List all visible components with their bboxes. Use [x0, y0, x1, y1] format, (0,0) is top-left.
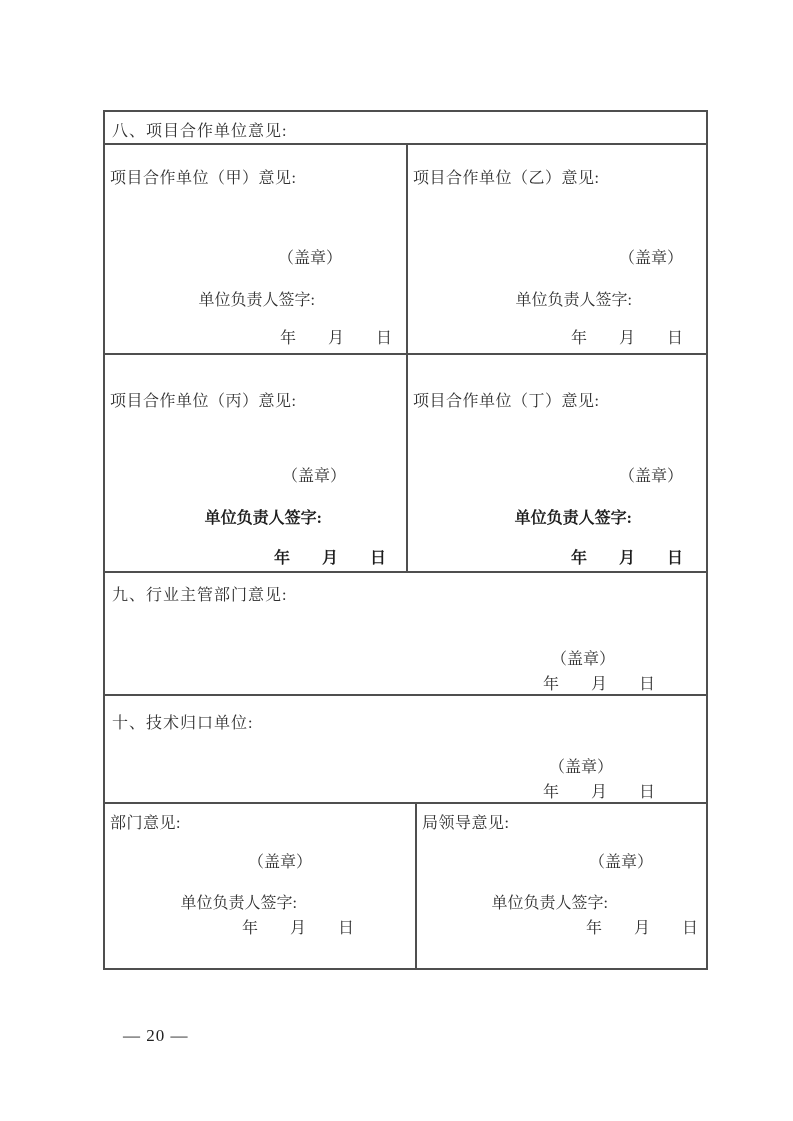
bureau-signature-block	[417, 852, 706, 940]
section-8-title: 八、项目合作单位意见:	[112, 123, 288, 140]
seal-line: （盖章）	[277, 250, 342, 267]
date-line: 年 月 日	[273, 550, 386, 567]
date-line: 年 月 日	[279, 330, 392, 347]
unit-b-opinion-cell	[408, 145, 706, 353]
department-opinion-label: 部门意见:	[110, 815, 181, 832]
section-10-signature-block	[105, 757, 706, 804]
date-line: 年 月 日	[542, 676, 655, 693]
seal-line: （盖章）	[281, 468, 346, 485]
unit-d-signature-block	[408, 466, 706, 570]
unit-d-opinion-label: 项目合作单位（丁）意见:	[413, 393, 600, 410]
responsible-signature-line: 单位负责人签字:	[491, 895, 608, 912]
date-line: 年 月 日	[570, 550, 683, 567]
bureau-leader-opinion-label: 局领导意见:	[422, 815, 510, 832]
unit-b-opinion-label: 项目合作单位（乙）意见:	[413, 170, 600, 187]
seal-line: （盖章）	[588, 854, 653, 871]
responsible-signature-line: 单位负责人签字:	[204, 510, 322, 527]
seal-line: （盖章）	[247, 854, 312, 871]
seal-line: （盖章）	[618, 468, 683, 485]
date-line: 年 月 日	[570, 330, 683, 347]
responsible-signature-line: 单位负责人签字:	[515, 292, 632, 309]
date-line: 年 月 日	[585, 920, 698, 937]
unit-b-signature-block	[408, 248, 706, 350]
department-opinion-cell	[105, 804, 417, 968]
department-signature-block	[105, 852, 415, 940]
unit-c-opinion-cell	[105, 355, 408, 571]
approval-form-table	[103, 110, 708, 970]
unit-d-opinion-cell	[408, 355, 706, 571]
seal-line: （盖章）	[550, 651, 615, 668]
section-8-header-row	[105, 112, 706, 145]
seal-line: （盖章）	[618, 250, 683, 267]
section-9-title: 九、行业主管部门意见:	[112, 587, 288, 604]
section-9-signature-block	[105, 649, 706, 696]
seal-line: （盖章）	[548, 759, 613, 776]
section-9-row	[105, 573, 706, 696]
unit-c-d-row	[105, 355, 706, 573]
bureau-leader-opinion-cell	[417, 804, 706, 968]
page-number: — 20 —	[123, 1026, 189, 1045]
unit-a-opinion-cell	[105, 145, 408, 353]
section-10-row	[105, 696, 706, 804]
date-line: 年 月 日	[542, 784, 655, 801]
responsible-signature-line: 单位负责人签字:	[180, 895, 297, 912]
section-10-title: 十、技术归口单位:	[112, 715, 254, 732]
responsible-signature-line: 单位负责人签字:	[198, 292, 315, 309]
responsible-signature-line: 单位负责人签字:	[514, 510, 632, 527]
unit-a-b-row	[105, 145, 706, 355]
date-line: 年 月 日	[241, 920, 354, 937]
unit-c-signature-block	[105, 466, 406, 570]
unit-a-signature-block	[105, 248, 406, 350]
unit-a-opinion-label: 项目合作单位（甲）意见:	[110, 170, 297, 187]
unit-c-opinion-label: 项目合作单位（丙）意见:	[110, 393, 297, 410]
department-bureau-row	[105, 804, 706, 968]
